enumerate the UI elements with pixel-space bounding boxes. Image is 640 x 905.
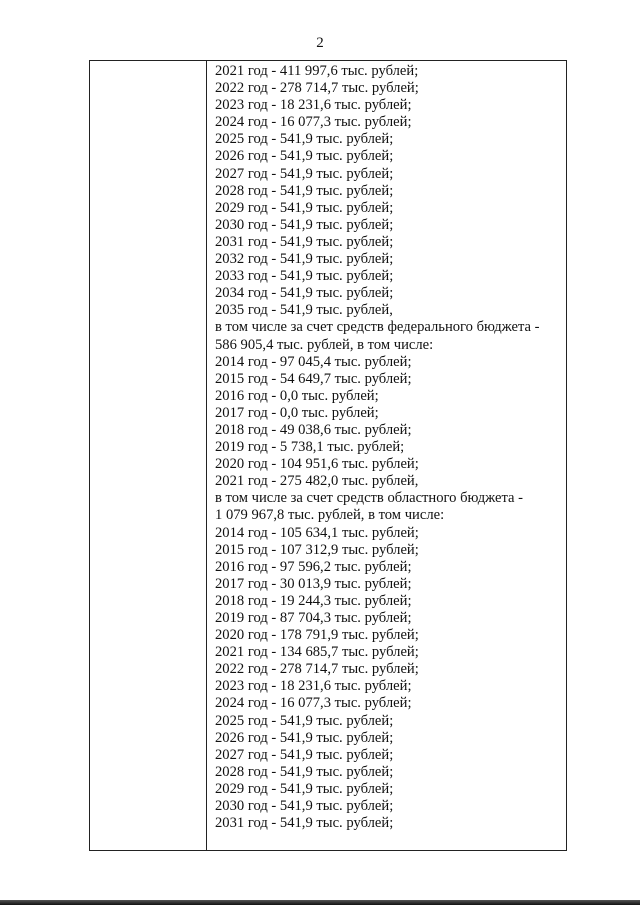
- text-line: 2020 год - 104 951,6 тыс. рублей;: [215, 456, 419, 473]
- text-line: 2026 год - 541,9 тыс. рублей;: [215, 729, 394, 746]
- text-line: 2029 год - 541,9 тыс. рублей;: [215, 780, 394, 797]
- text-line: 2016 год - 97 596,2 тыс. рублей;: [215, 558, 412, 575]
- text-line: 2019 год - 87 704,3 тыс. рублей;: [215, 610, 412, 626]
- text-line: 2035 год - 541,9 тыс. рублей,: [215, 302, 393, 319]
- text-line: в том числе за счет средств областного бюджета -: [215, 490, 524, 507]
- page-number: 2: [316, 35, 324, 51]
- text-line: 2014 год - 105 634,1 тыс. рублей;: [215, 524, 419, 541]
- text-line: 2025 год - 541,9 тыс. рублей;: [215, 712, 394, 729]
- text-line: 2030 год - 541,9 тыс. рублей;: [215, 216, 394, 233]
- text-line: 2022 год - 278 714,7 тыс. рублей;: [215, 661, 419, 678]
- text-line: 2021 год - 134 685,7 тыс. рублей;: [215, 644, 419, 661]
- text-line: 2016 год - 0,0 тыс. рублей;: [215, 387, 379, 404]
- text-line: 2027 год - 541,9 тыс. рублей;: [215, 165, 394, 182]
- text-line: 2015 год - 107 312,9 тыс. рублей;: [215, 541, 419, 558]
- text-line: 2024 год - 16 077,3 тыс. рублей;: [215, 114, 412, 131]
- text-line: 2017 год - 0,0 тыс. рублей;: [215, 404, 379, 421]
- text-line: 586 905,4 тыс. рублей, в том числе:: [215, 336, 434, 353]
- text-line: 2021 год - 411 997,6 тыс. рублей;: [215, 63, 419, 79]
- text-line: 2025 год - 541,9 тыс. рублей;: [215, 131, 394, 148]
- text-line: 2028 год - 541,9 тыс. рублей;: [215, 182, 394, 199]
- text-line: 2021 год - 275 482,0 тыс. рублей,: [215, 473, 419, 490]
- text-line: 2034 год - 541,9 тыс. рублей;: [215, 285, 394, 302]
- text-line: 2014 год - 97 045,4 тыс. рублей;: [215, 353, 412, 370]
- text-line: 2028 год - 541,9 тыс. рублей;: [215, 763, 394, 780]
- text-line: 2031 год - 541,9 тыс. рублей;: [215, 233, 394, 250]
- table-right-border: [566, 61, 567, 850]
- table-left-border: [89, 61, 90, 850]
- text-line: 2023 год - 18 231,6 тыс. рублей;: [215, 97, 412, 114]
- text-line: 2018 год - 49 038,6 тыс. рублей;: [215, 421, 412, 438]
- text-line: 2026 год - 541,9 тыс. рублей;: [215, 148, 394, 165]
- table-frame: [89, 60, 567, 851]
- text-line: 2015 год - 54 649,7 тыс. рублей;: [215, 370, 412, 387]
- text-line: 2018 год - 19 244,3 тыс. рублей;: [215, 592, 412, 609]
- text-line: 2031 год - 541,9 тыс. рублей;: [215, 815, 394, 832]
- text-line: 2027 год - 541,9 тыс. рублей;: [215, 746, 394, 763]
- text-line: 2023 год - 18 231,6 тыс. рублей;: [215, 678, 412, 695]
- text-line: в том числе за счет средств федерального бюджета -: [215, 319, 540, 336]
- funding-text-cell: [215, 63, 563, 832]
- text-line: 2032 год - 541,9 тыс. рублей;: [215, 251, 394, 268]
- text-line: 2022 год - 278 714,7 тыс. рублей;: [215, 80, 419, 97]
- text-line: 2024 год - 16 077,3 тыс. рублей;: [215, 695, 412, 712]
- scan-edge-bar: [0, 900, 640, 905]
- text-line: 2020 год - 178 791,9 тыс. рублей;: [215, 627, 419, 644]
- table-column-divider: [206, 61, 207, 850]
- text-line: 2019 год - 5 738,1 тыс. рублей;: [215, 439, 405, 456]
- text-line: 2030 год - 541,9 тыс. рублей;: [215, 798, 394, 815]
- text-line: 2017 год - 30 013,9 тыс. рублей;: [215, 575, 412, 592]
- text-line: 1 079 967,8 тыс. рублей, в том числе:: [215, 507, 445, 524]
- text-line: 2029 год - 541,9 тыс. рублей;: [215, 199, 394, 216]
- text-line: 2033 год - 541,9 тыс. рублей;: [215, 268, 394, 285]
